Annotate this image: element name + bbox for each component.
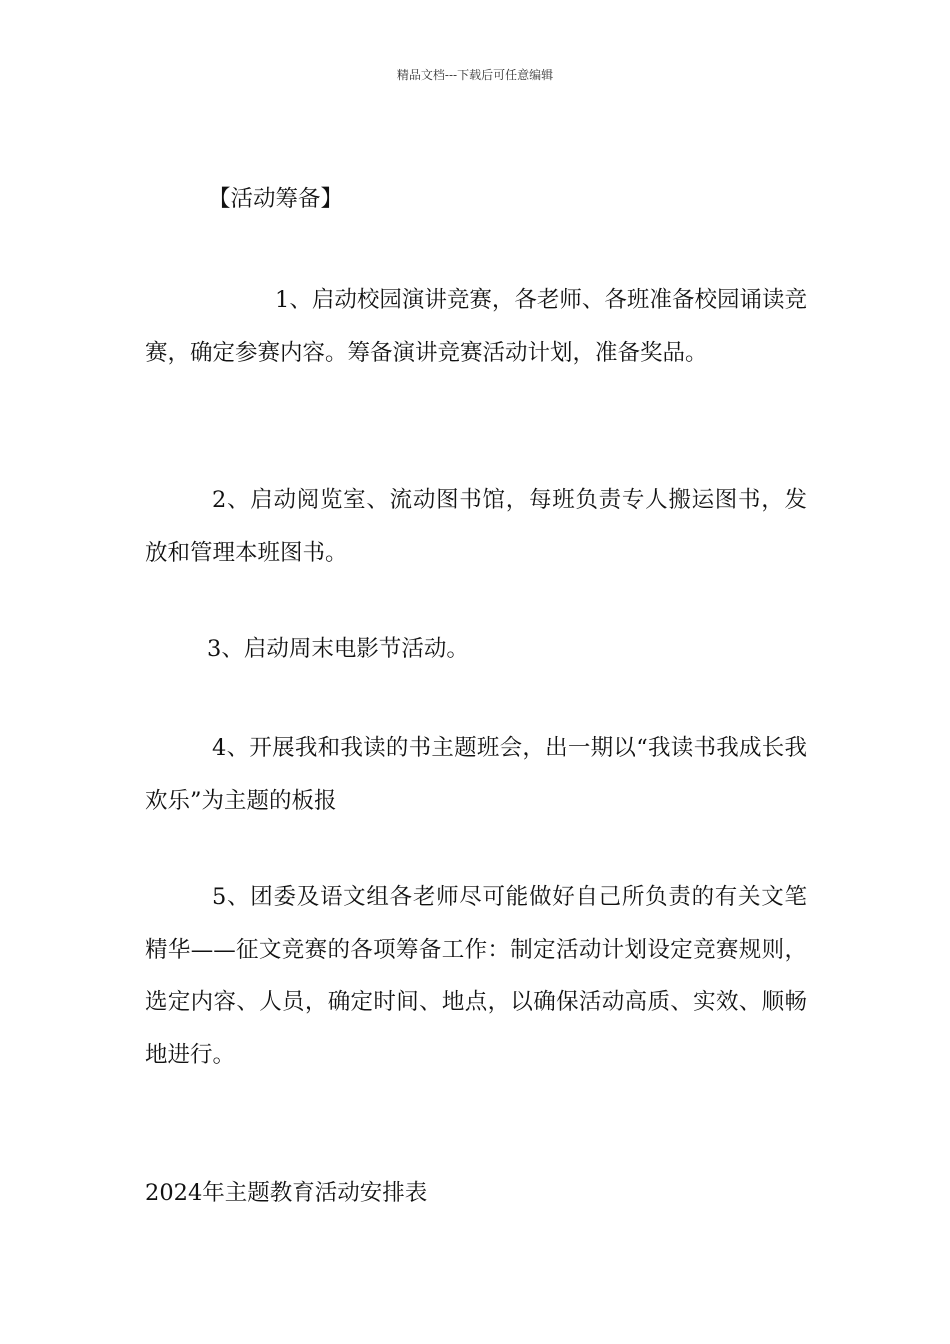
- schedule-table-title: 2024年主题教育活动安排表: [145, 1180, 428, 1206]
- section-title: 【活动筹备】: [208, 186, 344, 212]
- paragraph-item-5: 5、团委及语文组各老师尽可能做好自己所负责的有关文笔精华——征文竞赛的各项筹备工作：制定活动计划设定竞赛规则，选定内容、人员，确定时间、地点，以确保活动高质、实效、顺畅地进行。: [145, 884, 807, 1068]
- paragraph-item-4: 4、开展我和我读的书主题班会，出一期以“我读书我成长我欢乐”为主题的板报: [145, 735, 807, 814]
- paragraph-item-3: 3、启动周末电影节活动。: [207, 636, 469, 662]
- paragraph-item-2: 2、启动阅览室、流动图书馆，每班负责专人搬运图书，发放和管理本班图书。: [145, 487, 807, 566]
- paragraph-item-1: 1、启动校园演讲竞赛，各老师、各班准备校园诵读竞赛，确定参赛内容。筹备演讲竞赛活动计划，准备奖品。: [145, 287, 807, 366]
- header-note: 精品文档---下载后可任意编辑: [396, 68, 554, 82]
